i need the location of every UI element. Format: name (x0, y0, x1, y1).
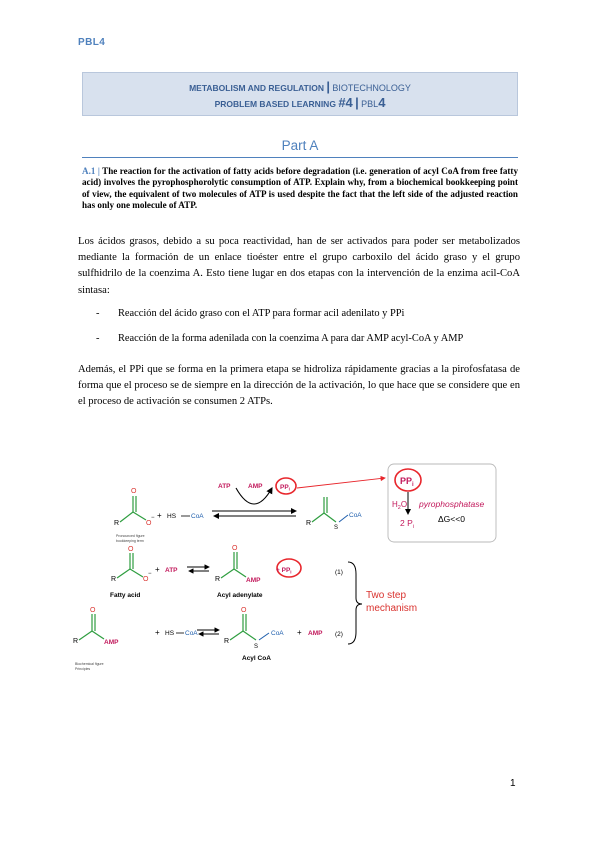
oxygen-label: O (241, 607, 247, 614)
ppi-pointer-arrow (297, 478, 385, 488)
ppi-label: + $PP_i$ (276, 567, 292, 575)
r-group-label: R (111, 576, 117, 583)
oxygen-label: O (232, 545, 238, 552)
acyl-coa-structure-top (306, 497, 362, 531)
amp-label: AMP (246, 577, 261, 584)
acyl-adenylate-structure-step2 (73, 607, 119, 646)
acyl-adenylate-label: Acyl adenylate (217, 592, 263, 599)
delta-g-label: ΔG<<0 (438, 514, 465, 524)
figure-caption: Pronounced figure (116, 534, 145, 538)
pbl-code: PBL (361, 99, 379, 109)
plus-sign: + (297, 628, 302, 637)
plus-sign: + (155, 628, 160, 637)
two-step-bracket (348, 562, 362, 644)
acyl-coa-label: Acyl CoA (242, 655, 271, 662)
r-group-label: R (215, 576, 221, 583)
acyl-adenylate-structure (215, 545, 261, 584)
oxygen-label: O (90, 607, 96, 614)
r-group-label: R (306, 520, 312, 527)
charge-label: − (148, 571, 152, 577)
phosphate-products-label: 2 $P_i$ (400, 518, 414, 530)
question-number: A.1 | (82, 166, 100, 176)
fatty-acid-structure-step1 (111, 546, 152, 583)
section-title: Part A (281, 138, 319, 153)
r-group-label: R (114, 520, 120, 527)
figure-caption: Principles (75, 667, 91, 671)
plus-sign: + (157, 511, 162, 520)
ppi-label: $PP_i$ (280, 484, 290, 492)
coa-label: CoA (185, 630, 198, 637)
list-dash: - (96, 308, 100, 319)
mechanism-label: Two step (366, 590, 407, 601)
answer-paragraph-1: Los ácidos grasos, debido a su poca reactividad, han de ser activados para poder ser metabolizados mediante la formación de un enlace tioéster entre el grupo carboxilo del ácido graso y el grupo sulfhidrilo de la coenzima A. Esto tiene lugar en dos etapas con la intervención de la enzima acil-CoA sintasa: (78, 236, 520, 296)
plus-sign: + (155, 565, 160, 574)
list-dash: - (96, 333, 100, 344)
coa-label: CoA (271, 630, 284, 637)
coa-label: CoA (191, 513, 204, 520)
atp-label: ATP (165, 567, 178, 574)
enzyme-label: pyrophosphatase (419, 499, 485, 509)
answer-paragraph-2: Además, el PPi que se forma en la primera etapa se hidroliza rápidamente gracias a la pirofosfatasa de forma que el proceso se de siempre en la dirección de la activación, lo que hace que se considere que en el proceso de activación se consumen 2 ATPs. (78, 364, 520, 408)
figure-caption: bookkeeping term (116, 539, 144, 543)
hs-label: HS (167, 513, 177, 520)
amp-label: AMP (104, 639, 119, 646)
oxygen-label: O (146, 520, 152, 527)
oxygen-label: O (131, 488, 137, 495)
r-group-label: R (73, 638, 79, 645)
equilibrium-arrows (212, 488, 296, 516)
hs-label: HS (165, 630, 175, 637)
pbl-title: PROBLEM BASED LEARNING (214, 99, 336, 109)
header-separator: | (355, 95, 359, 110)
atp-label: ATP (218, 483, 231, 490)
ppi-label: $PP_i$ (400, 476, 414, 488)
mechanism-label: mechanism (366, 603, 418, 614)
amp-label: AMP (308, 630, 323, 637)
figure-caption: Biochemical figure (75, 662, 104, 666)
step-number: (2) (335, 631, 343, 638)
amp-label: AMP (248, 483, 263, 490)
acyl-coa-structure (224, 607, 284, 650)
r-group-label: R (224, 638, 230, 645)
list-item-text: Reacción del ácido graso con el ATP para formar acil adenilato y PPi (118, 308, 405, 319)
course-program: BIOTECHNOLOGY (332, 83, 411, 93)
page-number: 1 (510, 778, 516, 789)
course-title: METABOLISM AND REGULATION (189, 83, 324, 93)
document-tag: PBL4 (78, 37, 106, 48)
fatty-acid-structure-top (114, 488, 155, 527)
charge-label: − (151, 515, 155, 521)
step-number: (1) (335, 569, 343, 576)
fatty-acid-label: Fatty acid (110, 592, 141, 599)
sulfur-label: S (254, 644, 259, 650)
list-item-text: Reacción de la forma adenilada con la coenzima A para dar AMP acyl-CoA y AMP (118, 333, 464, 344)
coa-label: CoA (349, 512, 362, 519)
question-text: The reaction for the activation of fatty acids before degradation (i.e. generation of acyl CoA from free fatty acid) involves the pyrophosphorolytic consumption of ATP. Explain why, from a biochemical bookkeeping point of view, the equivalent of two molecules of ATP is used despite the fact that the left side of the adjusted reaction has only one molecule of ATP. (82, 166, 518, 211)
pbl-number: #4 (338, 95, 353, 110)
header-separator: | (326, 79, 330, 94)
sulfur-label: S (334, 525, 339, 531)
oxygen-label: O (128, 546, 134, 553)
oxygen-label: O (143, 576, 149, 583)
water-label: $H_2O$ (392, 500, 408, 511)
pbl-code-number: 4 (378, 95, 386, 110)
